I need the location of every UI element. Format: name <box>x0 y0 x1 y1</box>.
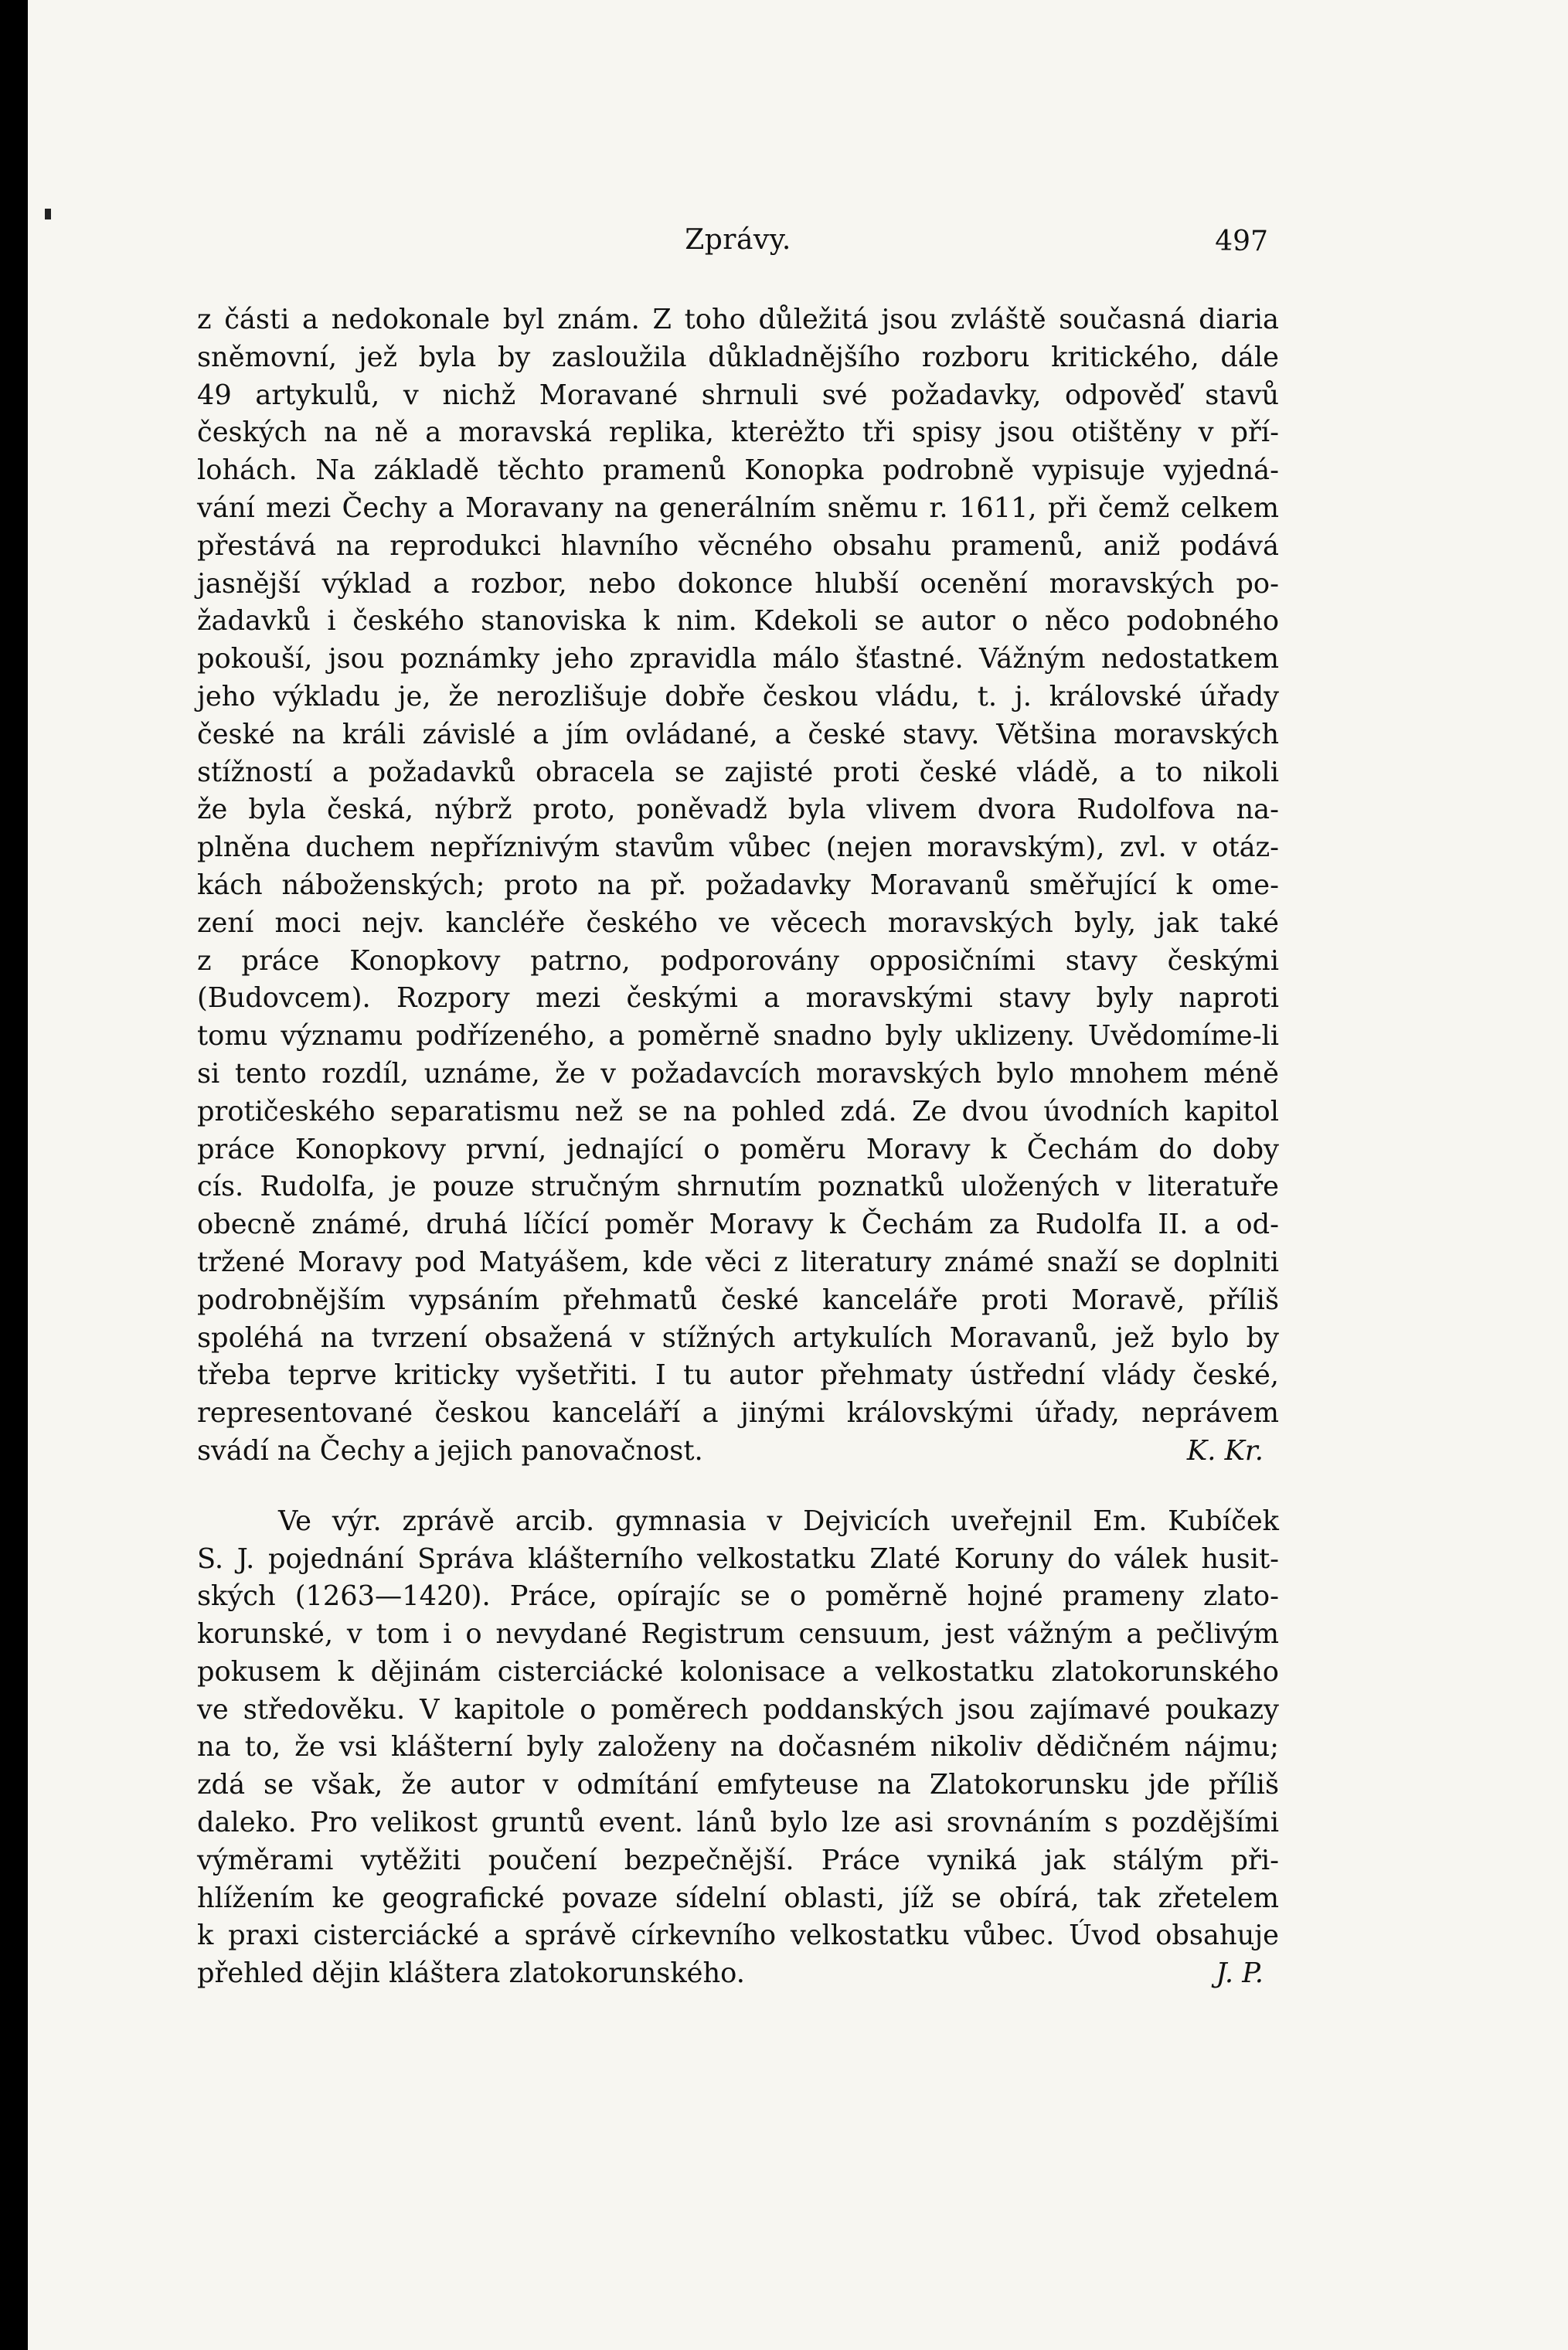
text-line: vání mezi Čechy a Moravany na generálním sněmu r. 1611, při čemž celkem <box>197 491 1279 524</box>
review-paragraph-2 <box>197 1503 1279 1993</box>
author-signature: J. P. <box>1216 1957 1264 1990</box>
text-line: tržené Moravy pod Matyášem, kde věci z literatury známé snaží se doplniti <box>197 1246 1279 1278</box>
running-head: Zprávy. <box>685 224 791 256</box>
text-line: přehled dějin kláštera zlatokorunského. <box>197 1957 745 1990</box>
text-line: sněmovní, jež byla by zasloužila důkladnějšího rozboru kritického, dále <box>197 341 1279 373</box>
text-line: zdá se však, že autor v odmítání emfyteuse na Zlatokorunsku jde příliš <box>197 1769 1279 1801</box>
text-line: žadavků i českého stanoviska k nim. Kdekoli se autor o něco podobného <box>197 605 1279 638</box>
text-line: cís. Rudolfa, je pouze stručným shrnutím poznatků uložených v literatuře <box>197 1171 1279 1203</box>
text-line: výměrami vytěžiti poučení bezpečnější. Práce vyniká jak stálým při- <box>197 1844 1279 1876</box>
text-line: ských (1263—1420). Práce, opírajíc se o poměrně hojné prameny zlato- <box>197 1580 1279 1613</box>
text-line: svádí na Čechy a jejich panovačnost. <box>197 1434 703 1467</box>
text-line: spoléhá na tvrzení obsažená v stížných artykulích Moravanů, jež bylo by <box>197 1321 1279 1354</box>
text-line: si tento rozdíl, uznáme, že v požadavcích moravských bylo mnohem méně <box>197 1057 1279 1090</box>
text-line: z části a nedokonale byl znám. Z toho důležitá jsou zvláště současná diaria <box>197 304 1279 335</box>
text-line: pokouší, jsou poznámky jeho zpravidla málo šťastné. Vážným nedostatkem <box>197 643 1279 675</box>
text-line: že byla česká, nýbrž proto, poněvadž byla vlivem dvora Rudolfova na- <box>197 794 1279 826</box>
text-line: českých na ně a moravská replika, kterėžto tři spisy jsou otištěny v pří- <box>197 417 1279 449</box>
closing-line <box>197 1955 1279 1993</box>
text-line: obecně známé, druhá líčící poměr Moravy k Čechám za Rudolfa II. a od- <box>197 1209 1279 1241</box>
body-text <box>197 301 1279 1993</box>
text-line: kách náboženských; proto na př. požadavky Moravanů směřující k ome- <box>197 869 1279 901</box>
text-line: přestává na reprodukci hlavního věcného obsahu pramenů, aniž podává <box>197 529 1279 562</box>
text-line: práce Konopkovy první, jednající o poměru Moravy k Čechám do doby <box>197 1133 1279 1165</box>
text-line: plněna duchem nepříznivým stavům vůbec (nejen moravským), zvl. v otáz- <box>197 832 1279 864</box>
text-line: lohách. Na základě těchto pramenů Konopka podrobně vypisuje vyjedná- <box>197 454 1279 487</box>
text-line: representované českou kanceláří a jinými královskými úřady, neprávem <box>197 1397 1279 1430</box>
scan-mark <box>45 209 51 219</box>
text-line: pokusem k dějinám cisterciácké kolonisace a velkostatku zlatokorunského <box>197 1655 1279 1688</box>
text-line: jeho výkladu je, že nerozlišuje dobře českou vládu, t. j. královské úřady <box>197 680 1279 712</box>
text-line: korunské, v tom i o nevydané Registrum censuum, jest vážným a pečlivým <box>197 1618 1279 1651</box>
text-line: zení moci nejv. kancléře českého ve věcech moravských byly, jak také <box>197 906 1279 939</box>
author-signature: K. Kr. <box>1186 1434 1264 1467</box>
text-line: k praxi cisterciácké a správě církevního velkostatku vůbec. Úvod obsahuje <box>197 1920 1279 1952</box>
scan-edge <box>0 0 11 77</box>
text-line: 49 artykulů, v nichž Moravané shrnuli své požadavky, odpověď stavů <box>197 379 1279 411</box>
text-line: z práce Konopkovy patrno, podporovány opposičními stavy českými <box>197 944 1279 977</box>
text-line: české na králi závislé a jím ovládané, a české stavy. Většina moravských <box>197 718 1279 750</box>
text-line: protičeského separatismu než se na pohled zdá. Ze dvou úvodních kapitol <box>197 1095 1279 1127</box>
text-line: ve středověku. V kapitole o poměrech poddanských jsou zajímavé poukazy <box>197 1693 1279 1726</box>
text-line: daleko. Pro velikost gruntů event. lánů bylo lze asi srovnáním s pozdějšími <box>197 1807 1279 1839</box>
closing-line <box>197 1433 1279 1471</box>
text-line: stížností a požadavků obracela se zajisté proti české vládě, a to nikoli <box>197 756 1279 788</box>
page-header <box>197 224 1279 263</box>
text-line: podrobnějším vypsáním přehmatů české kanceláře proti Moravě, příliš <box>197 1284 1279 1316</box>
text-line: (Budovcem). Rozpory mezi českými a moravskými stavy byly naproti <box>197 982 1279 1015</box>
text-line: tomu významu podřízeného, a poměrně snadno byly uklizeny. Uvědomíme-li <box>197 1020 1279 1053</box>
text-line: Ve výr. zprávě arcib. gymnasia v Dejvicích uveřejnil Em. Kubíček <box>278 1505 1279 1537</box>
text-line: S. J. pojednání Správa klášterního velkostatku Zlaté Koruny do válek husit- <box>197 1542 1279 1575</box>
page-number: 497 <box>1215 226 1268 257</box>
text-line: třeba teprve kriticky vyšetřiti. I tu autor přehmaty ústřední vlády české, <box>197 1359 1279 1392</box>
text-line: jasnější výklad a rozbor, nebo dokonce hlubší ocenění moravských po- <box>197 567 1279 600</box>
review-paragraph-1 <box>197 301 1279 1471</box>
text-line: hlížením ke geografické povaze sídelní oblasti, jíž se obírá, tak zřetelem <box>197 1882 1279 1914</box>
text-line: na to, že vsi klášterní byly založeny na dočasném nikoliv dědičném nájmu; <box>197 1731 1279 1763</box>
